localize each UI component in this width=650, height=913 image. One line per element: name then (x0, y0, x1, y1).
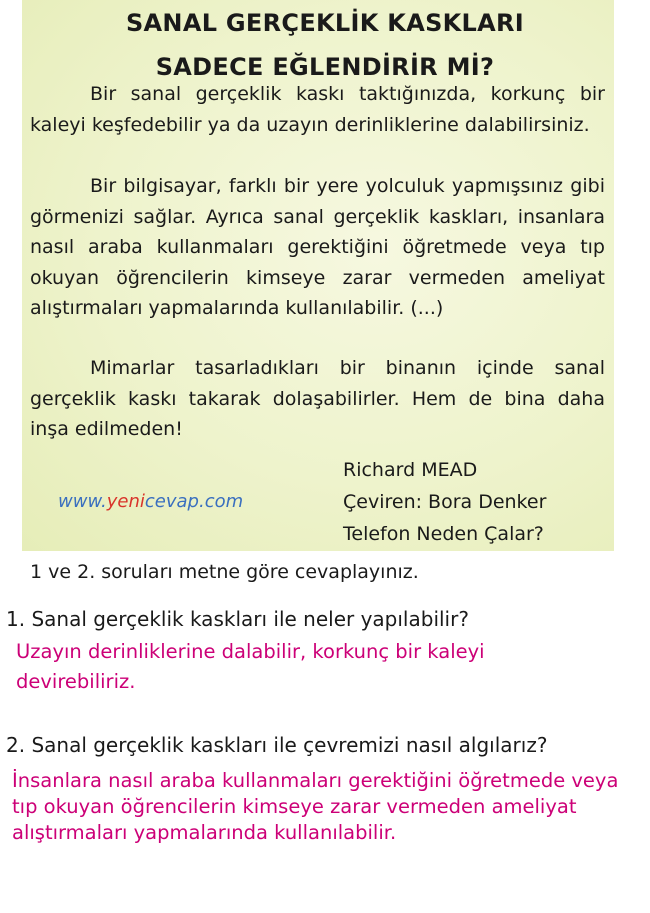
answer-2: İnsanlara nasıl araba kullanmaları gerektiğini öğretmede veya tıp okuyan öğrencilerin kimseye zarar vermeden ameliyat alıştırmaları yapmalarında kullanılabilir. (12, 769, 619, 844)
watermark-accent: yeni (106, 491, 145, 512)
passage-paragraph-3: Mimarlar tasarladıkları bir binanın içinde sanal gerçeklik kaskı takarak dolaşabilirler. Hem de bina daha inşa edilmeden! (30, 357, 605, 440)
site-watermark[interactable] (58, 491, 243, 512)
question-2: 2. Sanal gerçeklik kaskları ile çevremizi nasıl algılarız? (6, 733, 548, 757)
passage-source: Telefon Neden Çalar? (343, 523, 544, 545)
passage-author: Richard MEAD (343, 459, 478, 481)
passage-paragraph-2: Bir bilgisayar, farklı bir yere yolculuk yapmışsınız gibi görmenizi sağlar. Ayrıca sanal gerçeklik kaskları, insanlara nasıl araba kullanmaları gerektiğini öğretmede veya tıp okuyan öğrencilerin kimseye zarar vermeden ameliyat alıştırmaları yapmalarında kullanılabilir. (...) (30, 175, 605, 319)
passage-translator: Çeviren: Bora Denker (343, 491, 547, 513)
watermark-suffix: cevap.com (144, 491, 244, 512)
watermark-prefix: www. (58, 491, 107, 512)
passage-paragraph-1: Bir sanal gerçeklik kaskı taktığınızda, korkunç bir kaleyi keşfedebilir ya da uzayın derinliklerine dalabilirsiniz. (30, 83, 605, 136)
instruction-text: 1 ve 2. soruları metne göre cevaplayınız. (30, 561, 419, 583)
passage-title-line2: SADECE EĞLENDİRİR Mİ? (155, 53, 495, 81)
passage-title-line1: SANAL GERÇEKLİK KASKLARI (125, 9, 525, 37)
answer-1: Uzayın derinliklerine dalabilir, korkunç bir kaleyi devirebiliriz. (16, 640, 485, 693)
question-1: 1. Sanal gerçeklik kaskları ile neler yapılabilir? (6, 607, 469, 631)
